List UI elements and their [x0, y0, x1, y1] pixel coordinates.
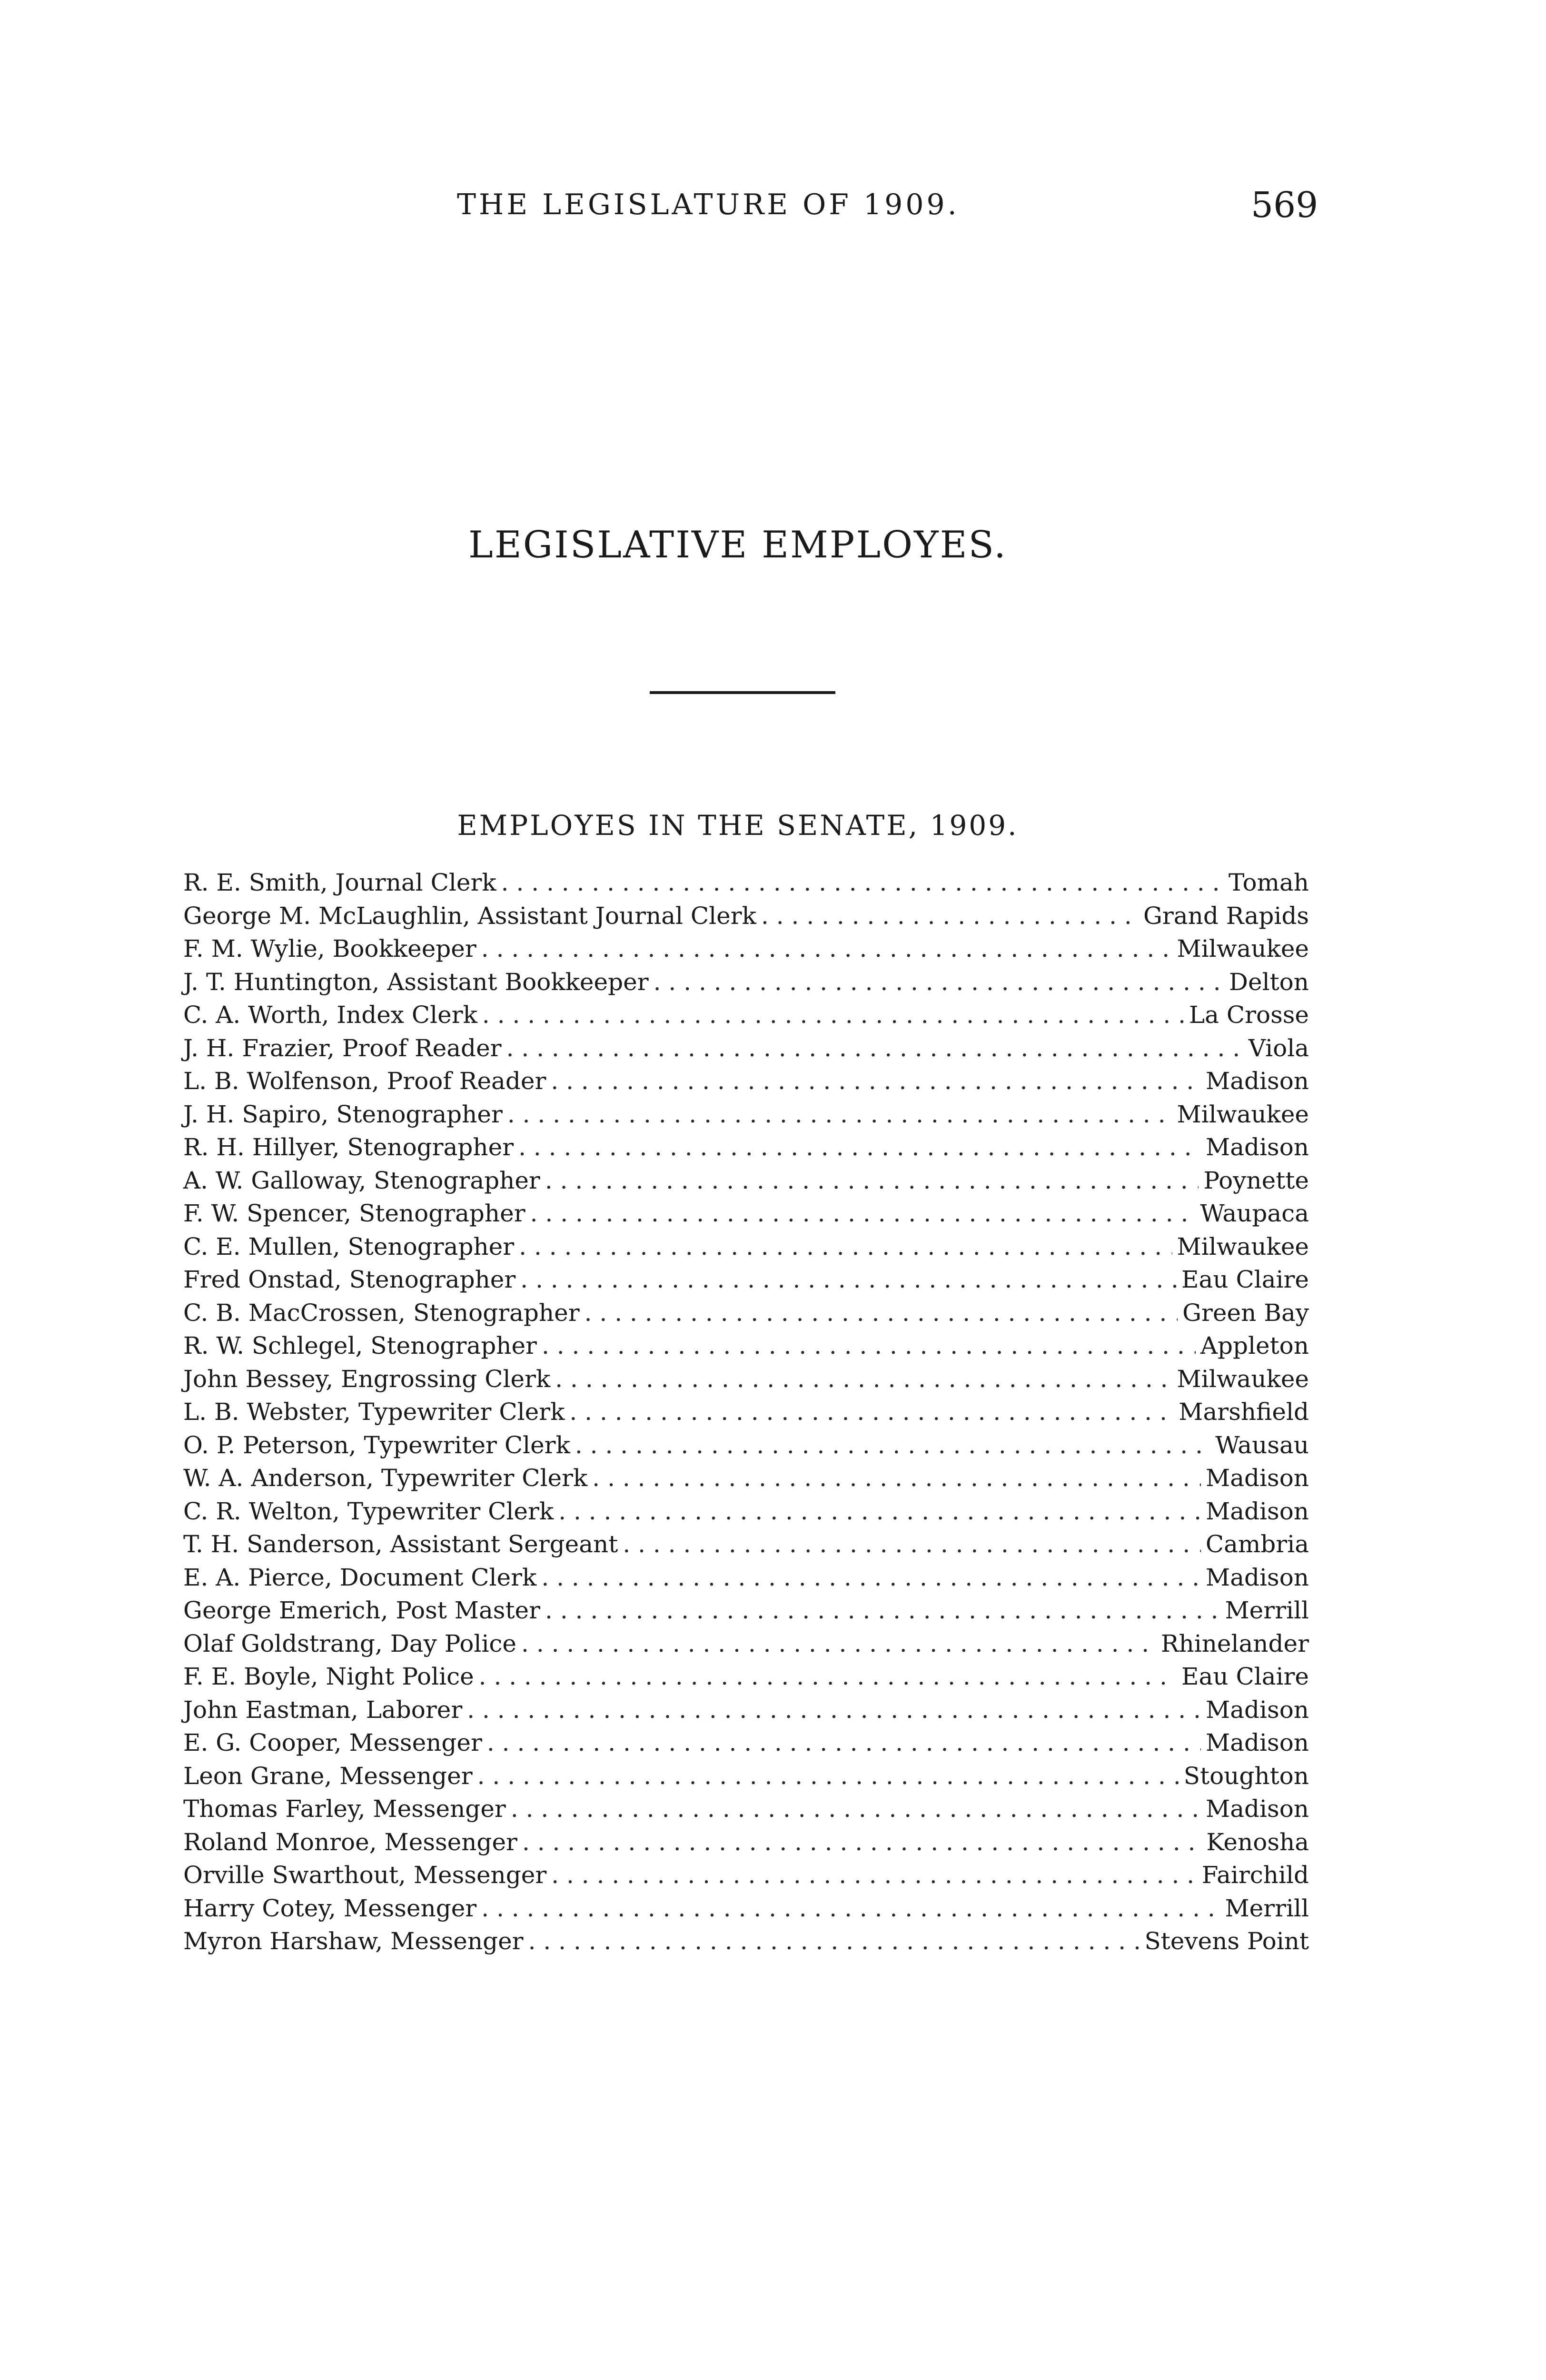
- employee-name: L. B. Wolfenson, Proof Reader: [183, 1067, 546, 1095]
- employee-name: C. E. Mullen, Stenographer: [183, 1232, 515, 1260]
- dot-leader: [506, 1032, 1244, 1065]
- list-item: [183, 1065, 1309, 1098]
- employee-name: R. E. Smith, Journal Clerk: [183, 869, 496, 896]
- employee-residence: Madison: [1206, 1729, 1309, 1756]
- employee-name: F. W. Spencer, Stenographer: [183, 1200, 525, 1227]
- list-item: [183, 1197, 1309, 1230]
- dot-leader: [467, 1694, 1201, 1727]
- dot-leader: [761, 900, 1139, 933]
- employee-residence: La Crosse: [1189, 1001, 1309, 1029]
- dot-leader: [558, 1495, 1201, 1528]
- employee-name: J. H. Frazier, Proof Reader: [183, 1034, 502, 1062]
- dot-leader: [551, 1859, 1197, 1892]
- employee-name: Orville Swarthout, Messenger: [183, 1861, 547, 1889]
- employee-residence: Eau Claire: [1181, 1266, 1309, 1293]
- dot-leader: [481, 1892, 1220, 1925]
- list-item: [183, 999, 1309, 1032]
- employee-name: J. T. Huntington, Assistant Bookkeeper: [183, 968, 649, 996]
- list-item: [183, 1098, 1309, 1131]
- dot-leader: [487, 1726, 1201, 1760]
- list-item: [183, 1164, 1309, 1198]
- list-item: [183, 1495, 1309, 1528]
- dot-leader: [530, 1197, 1196, 1230]
- employee-residence: Madison: [1206, 1497, 1309, 1525]
- employee-residence: Merrill: [1225, 1597, 1309, 1624]
- employee-name: O. P. Peterson, Typewriter Clerk: [183, 1431, 570, 1459]
- page-title: LEGISLATIVE EMPLOYES.: [468, 524, 1007, 566]
- employee-name: T. H. Sanderson, Assistant Sergeant: [183, 1530, 618, 1558]
- employee-residence: Waupaca: [1200, 1200, 1309, 1227]
- dot-leader: [482, 999, 1184, 1032]
- employee-name: F. M. Wylie, Bookkeeper: [183, 935, 476, 962]
- list-item: [183, 1032, 1309, 1065]
- employee-name: Harry Cotey, Messenger: [183, 1894, 477, 1922]
- dot-leader: [501, 866, 1224, 900]
- list-item: [183, 1859, 1309, 1892]
- dot-leader: [528, 1925, 1140, 1958]
- employee-name: F. E. Boyle, Night Police: [183, 1663, 474, 1690]
- employee-name: C. B. MacCrossen, Stenographer: [183, 1299, 580, 1327]
- list-item: [183, 1627, 1309, 1661]
- employee-residence: Poynette: [1203, 1166, 1309, 1194]
- employee-residence: Milwaukee: [1177, 1365, 1309, 1393]
- dot-leader: [592, 1462, 1201, 1495]
- employee-residence: Milwaukee: [1177, 935, 1309, 962]
- employee-name: George M. McLaughlin, Assistant Journal Clerk: [183, 902, 756, 930]
- employee-name: J. H. Sapiro, Stenographer: [183, 1100, 503, 1128]
- employee-name: C. R. Welton, Typewriter Clerk: [183, 1497, 554, 1525]
- employee-name: W. A. Anderson, Typewriter Clerk: [183, 1464, 588, 1492]
- list-item: [183, 1892, 1309, 1925]
- dot-leader: [551, 1065, 1201, 1098]
- dot-leader: [519, 1230, 1172, 1264]
- dot-leader: [522, 1826, 1201, 1859]
- employee-residence: Tomah: [1229, 869, 1309, 896]
- employee-residence: Grand Rapids: [1143, 902, 1309, 930]
- list-item: [183, 1230, 1309, 1264]
- list-item: [183, 900, 1309, 933]
- employee-residence: Rhinelander: [1160, 1629, 1309, 1657]
- dot-leader: [479, 1660, 1177, 1694]
- list-item: [183, 1760, 1309, 1793]
- dot-leader: [521, 1627, 1156, 1661]
- list-item: [183, 1726, 1309, 1760]
- employee-residence: Kenosha: [1206, 1828, 1309, 1856]
- dot-leader: [511, 1793, 1201, 1826]
- employee-name: John Eastman, Laborer: [183, 1696, 463, 1724]
- employee-name: Leon Grane, Messenger: [183, 1762, 473, 1790]
- list-item: [183, 1594, 1309, 1627]
- dot-leader: [555, 1363, 1172, 1396]
- employee-name: E. A. Pierce, Document Clerk: [183, 1563, 537, 1591]
- employee-residence: Madison: [1206, 1696, 1309, 1724]
- employee-residence: Viola: [1248, 1034, 1309, 1062]
- employee-name: George Emerich, Post Master: [183, 1597, 541, 1624]
- employee-name: Olaf Goldstrang, Day Police: [183, 1629, 517, 1657]
- dot-leader: [507, 1098, 1172, 1131]
- employee-residence: Stoughton: [1183, 1762, 1309, 1790]
- list-item: [183, 866, 1309, 900]
- employee-name: Fred Onstad, Stenographer: [183, 1266, 516, 1293]
- dot-leader: [481, 932, 1172, 966]
- list-item: [183, 1462, 1309, 1495]
- list-item: [183, 1925, 1309, 1958]
- employee-list: [183, 866, 1309, 1958]
- dot-leader: [541, 1561, 1201, 1595]
- list-item: [183, 1561, 1309, 1595]
- employee-residence: Milwaukee: [1177, 1100, 1309, 1128]
- employee-residence: Eau Claire: [1181, 1663, 1309, 1690]
- employee-name: Roland Monroe, Messenger: [183, 1828, 517, 1856]
- list-item: [183, 1793, 1309, 1826]
- list-item: [183, 1297, 1309, 1330]
- employee-residence: Madison: [1206, 1464, 1309, 1492]
- list-item: [183, 932, 1309, 966]
- employee-residence: Stevens Point: [1144, 1927, 1309, 1955]
- employee-residence: Madison: [1206, 1067, 1309, 1095]
- employee-residence: Merrill: [1225, 1894, 1309, 1922]
- employee-residence: Wausau: [1215, 1431, 1309, 1459]
- dot-leader: [569, 1396, 1174, 1429]
- title-divider: [650, 691, 835, 694]
- employee-name: Thomas Farley, Messenger: [183, 1795, 506, 1823]
- employee-name: R. W. Schlegel, Stenographer: [183, 1332, 537, 1359]
- dot-leader: [623, 1528, 1201, 1561]
- dot-leader: [545, 1594, 1220, 1627]
- employee-name: E. G. Cooper, Messenger: [183, 1729, 482, 1756]
- running-head: THE LEGISLATURE OF 1909.: [457, 188, 960, 221]
- dot-leader: [545, 1164, 1199, 1198]
- employee-residence: Marshfield: [1179, 1398, 1309, 1426]
- list-item: [183, 1660, 1309, 1694]
- list-item: [183, 1263, 1309, 1297]
- dot-leader: [477, 1760, 1179, 1793]
- employee-name: C. A. Worth, Index Clerk: [183, 1001, 477, 1029]
- employee-residence: Green Bay: [1182, 1299, 1309, 1327]
- dot-leader: [520, 1263, 1177, 1297]
- list-item: [183, 1396, 1309, 1429]
- list-item: [183, 1329, 1309, 1363]
- list-item: [183, 1131, 1309, 1164]
- dot-leader: [518, 1131, 1201, 1164]
- employee-residence: Fairchild: [1201, 1861, 1309, 1889]
- dot-leader: [575, 1429, 1210, 1462]
- list-item: [183, 1826, 1309, 1859]
- dot-leader: [654, 966, 1224, 999]
- employee-residence: Cambria: [1205, 1530, 1309, 1558]
- dot-leader: [542, 1329, 1196, 1363]
- list-item: [183, 1528, 1309, 1561]
- employee-residence: Delton: [1229, 968, 1309, 996]
- list-item: [183, 1363, 1309, 1396]
- employee-residence: Appleton: [1200, 1332, 1309, 1359]
- list-item: [183, 1429, 1309, 1462]
- list-item: [183, 966, 1309, 999]
- list-item: [183, 1694, 1309, 1727]
- employee-name: John Bessey, Engrossing Clerk: [183, 1365, 551, 1393]
- employee-name: Myron Harshaw, Messenger: [183, 1927, 524, 1955]
- employee-name: A. W. Galloway, Stenographer: [183, 1166, 540, 1194]
- employee-residence: Madison: [1206, 1133, 1309, 1161]
- employee-residence: Madison: [1206, 1795, 1309, 1823]
- employee-name: L. B. Webster, Typewriter Clerk: [183, 1398, 565, 1426]
- page-number: 569: [1251, 185, 1318, 226]
- employee-name: R. H. Hillyer, Stenographer: [183, 1133, 514, 1161]
- dot-leader: [585, 1297, 1178, 1330]
- employee-residence: Madison: [1206, 1563, 1309, 1591]
- employee-residence: Milwaukee: [1177, 1232, 1309, 1260]
- section-heading: EMPLOYES IN THE SENATE, 1909.: [457, 809, 1019, 842]
